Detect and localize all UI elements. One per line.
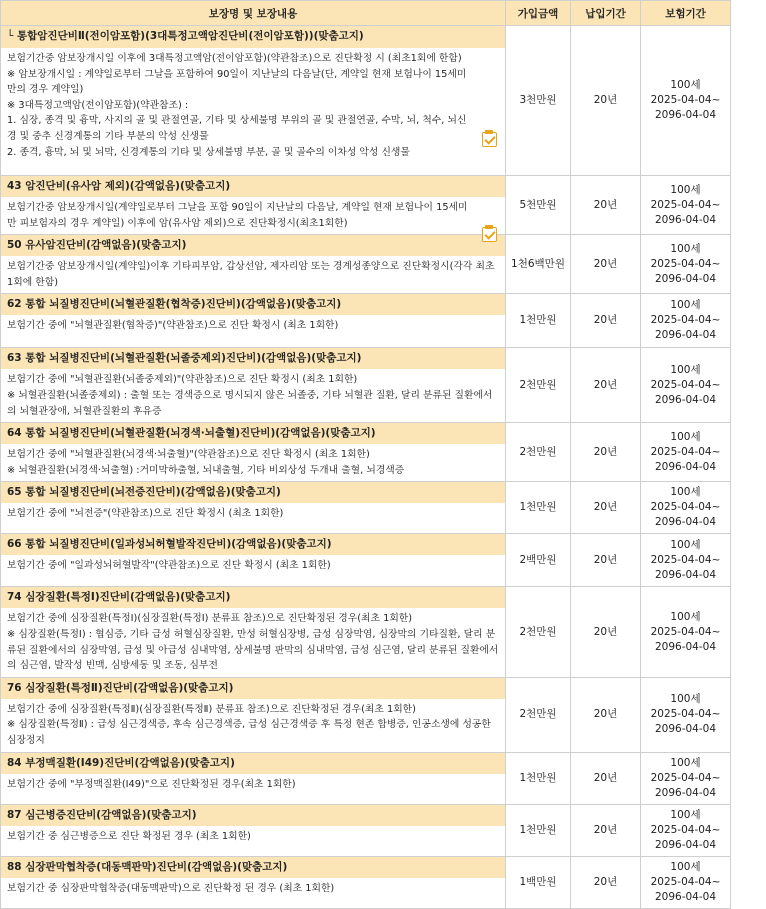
period-dates: 2025-04-04~ xyxy=(650,625,721,638)
coverage-description xyxy=(1,369,505,422)
period-dates: 2025-04-04~ xyxy=(650,771,721,784)
description-line: 보험기간 중에 "부정맥질환(I49)"으로 진단확정된 경우(최초 1회한) xyxy=(7,778,296,790)
amount-cell: 2백만원 xyxy=(506,534,571,587)
coverage-description xyxy=(1,256,505,293)
insurance-period-cell xyxy=(641,348,731,423)
period-dates: 2025-04-04~ xyxy=(650,823,721,836)
period-term: 100세 xyxy=(670,299,701,312)
description-line: 보험기간 중에 "뇌전증"(약관참조)으로 진단 확정시 (최초 1회한) xyxy=(7,508,284,520)
insurance-period-cell xyxy=(641,752,731,804)
amount-cell: 1천만원 xyxy=(506,482,571,534)
period-dates: 2025-04-04~ xyxy=(650,445,721,458)
table-row xyxy=(1,348,731,423)
period-end: 2096-04-04 xyxy=(654,568,717,581)
insurance-period-cell xyxy=(641,677,731,752)
coverage-description xyxy=(1,444,505,481)
description-line: ※ 심장질환(특정Ⅰ) : 협심증, 기타 급성 허혈심장질환, 만성 허혈심장병, 급성 심장막염, 심장막의 기타질환, 달리 분류된 질환에서의 심장막염, 급성 및 아급성 심내막염, 상세불명 판막의 심내막염, 급성 심근염, 달리 분류된 질환에서의 심근염, 발작성 빈맥, 심방세동 및 조동, 심부전 xyxy=(7,628,499,672)
coverage-description xyxy=(1,774,505,796)
pay-period-cell: 20년 xyxy=(571,587,641,677)
table-row xyxy=(1,235,731,294)
header-row xyxy=(1,1,731,26)
amount-cell: 3천만원 xyxy=(506,26,571,176)
description-line: 보험기간 중에 심장질환(특정Ⅰ)(심장질환(특정Ⅰ) 분류표 참조)으로 진단확정된 경우(최초 1회한) xyxy=(7,613,413,625)
period-dates: 2025-04-04~ xyxy=(650,378,721,391)
coverage-title: 50 유사암진단비(감액없음)(맞춤고지) xyxy=(1,235,505,256)
pay-period-cell: 20년 xyxy=(571,534,641,587)
amount-cell: 1백만원 xyxy=(506,856,571,908)
insurance-period-cell xyxy=(641,26,731,176)
coverage-rows xyxy=(1,26,731,909)
coverage-title: 64 통합 뇌질병진단비(뇌혈관질환(뇌경색·뇌출혈)진단비)(감액없음)(맞춤고지) xyxy=(1,423,505,444)
pay-period-cell: 20년 xyxy=(571,235,641,294)
coverage-title: 43 암진단비(유사암 제외)(감액없음)(맞춤고지) xyxy=(1,176,505,197)
table-row xyxy=(1,856,731,908)
period-term: 100세 xyxy=(670,538,701,551)
description-line: 보험기간 중에 "뇌혈관질환(뇌경색·뇌출혈)"(약관참조)으로 진단 확정시 (최초 1회한) xyxy=(7,449,370,461)
table-row xyxy=(1,677,731,752)
coverage-title: └ 통합암진단비Ⅱ(전이암포함)(3대특정고액암진단비(전이암포함))(맞춤고지) xyxy=(1,26,505,48)
coverage-title: 88 심장판막협착증(대동맥판막)진단비(감액없음)(맞춤고지) xyxy=(1,857,505,878)
description-line: 1. 심장, 종격 및 흉막, 사지의 골 및 관절연골, 기타 및 상세불명 부위의 골 및 관절연골, 수막, 뇌, 척수, 뇌신경 및 중추 신경계통의 기타 부분의 악성 신생물 xyxy=(7,115,467,142)
description-line: ※ 3대특정고액암(전이암포함)(약관참조) : xyxy=(7,99,189,111)
coverage-description xyxy=(1,878,505,900)
period-term: 100세 xyxy=(670,242,701,255)
period-term: 100세 xyxy=(670,610,701,623)
pay-period-cell: 20년 xyxy=(571,423,641,482)
coverage-title: 76 심장질환(특정Ⅱ)진단비(감액없음)(맞춤고지) xyxy=(1,678,505,699)
coverage-description xyxy=(1,48,505,163)
table-row xyxy=(1,26,731,176)
header-amount: 가입금액 xyxy=(506,1,571,26)
period-dates: 2025-04-04~ xyxy=(650,501,721,514)
period-dates: 2025-04-04~ xyxy=(650,314,721,327)
amount-cell: 5천만원 xyxy=(506,176,571,235)
coverage-cell xyxy=(1,587,506,677)
pay-period-cell: 20년 xyxy=(571,348,641,423)
insurance-period-cell xyxy=(641,856,731,908)
pay-period-cell: 20년 xyxy=(571,26,641,176)
description-line: 보험기간 중에 심장질환(특정Ⅱ)(심장질환(특정Ⅱ) 분류표 참조)으로 진단확정된 경우(최초 1회한) xyxy=(7,703,416,715)
clipboard-check-icon[interactable] xyxy=(481,130,499,148)
description-line: 보험기간중 암보장개시일 이후에 3대특정고액암(전이암포함)(약관참조)으로 진단확정 시 (최초1회에 한함) xyxy=(7,53,462,64)
description-line: 보험기간 중 심장판막협착증(대동맥판막)으로 진단확정 된 경우 (최초 1회한) xyxy=(7,882,335,894)
coverage-cell xyxy=(1,235,506,294)
insurance-period-cell xyxy=(641,235,731,294)
coverage-description xyxy=(1,503,505,525)
coverage-cell xyxy=(1,677,506,752)
coverage-cell xyxy=(1,423,506,482)
description-line: 보험기간중 암보장개시일(계약일)이후 기타피부암, 갑상선암, 제자리암 또는 경계성종양으로 진단확정시(각각 최초1회에 한함) xyxy=(7,261,495,288)
period-end: 2096-04-04 xyxy=(654,838,717,851)
amount-cell: 2천만원 xyxy=(506,423,571,482)
amount-cell: 1천만원 xyxy=(506,804,571,856)
clipboard-check-icon[interactable] xyxy=(481,225,499,243)
pay-period-cell: 20년 xyxy=(571,677,641,752)
header-coverage: 보장명 및 보장내용 xyxy=(1,1,506,26)
amount-cell: 2천만원 xyxy=(506,348,571,423)
description-line: 보험기간중 암보장개시일(계약일로부터 그날을 포함 90일이 지난날의 다음날, 계약일 현재 보험나이 15세미만 피보험자의 경우 계약일) 이후에 암(유사암 제외)으로 진단확정시(최초1회한) xyxy=(7,202,468,229)
pay-period-cell: 20년 xyxy=(571,294,641,348)
amount-cell: 1천만원 xyxy=(506,752,571,804)
coverage-title: 63 통합 뇌질병진단비(뇌혈관질환(뇌졸중제외)진단비)(감액없음)(맞춤고지) xyxy=(1,348,505,369)
table-row xyxy=(1,482,731,534)
period-end: 2096-04-04 xyxy=(654,516,717,529)
period-term: 100세 xyxy=(670,860,701,873)
coverage-cell xyxy=(1,752,506,804)
table-row xyxy=(1,294,731,348)
period-term: 100세 xyxy=(670,808,701,821)
coverage-title: 84 부정맥질환(Ⅰ49)진단비(감액없음)(맞춤고지) xyxy=(1,753,505,774)
period-end: 2096-04-04 xyxy=(654,640,717,653)
period-dates: 2025-04-04~ xyxy=(650,708,721,721)
period-term: 100세 xyxy=(670,486,701,499)
coverage-cell xyxy=(1,348,506,423)
amount-cell: 1천6백만원 xyxy=(506,235,571,294)
coverage-title: 66 통합 뇌질병진단비(일과성뇌허혈발작진단비)(감액없음)(맞춤고지) xyxy=(1,534,505,555)
period-term: 100세 xyxy=(670,430,701,443)
coverage-cell xyxy=(1,856,506,908)
insurance-period-cell xyxy=(641,482,731,534)
period-end: 2096-04-04 xyxy=(654,329,717,342)
coverage-description xyxy=(1,197,505,234)
description-line: 2. 종격, 흉막, 뇌 및 뇌막, 신경계통의 기타 및 상세불명 부분, 골 및 골수의 이차성 악성 신생물 xyxy=(7,146,410,158)
coverage-cell xyxy=(1,534,506,587)
description-line: 보험기간 중에 "뇌혈관질환(뇌졸중제외)"(약관참조)으로 진단 확정시 (최초 1회한) xyxy=(7,374,358,386)
description-line: 보험기간 중에 "일과성뇌허혈발작"(약관참조)으로 진단 확정시 (최초 1회한) xyxy=(7,560,331,572)
coverage-cell xyxy=(1,176,506,235)
table-row xyxy=(1,423,731,482)
description-line: ※ 뇌혈관질환(뇌경색·뇌출혈) :거미막하출혈, 뇌내출혈, 기타 비외상성 두개내 출혈, 뇌경색증 xyxy=(7,464,405,476)
table-row xyxy=(1,804,731,856)
period-end: 2096-04-04 xyxy=(654,460,717,473)
coverage-description xyxy=(1,608,505,676)
amount-cell: 1천만원 xyxy=(506,294,571,348)
coverage-description xyxy=(1,826,505,848)
insurance-period-cell xyxy=(641,804,731,856)
period-end: 2096-04-04 xyxy=(654,109,717,121)
pay-period-cell: 20년 xyxy=(571,482,641,534)
description-line: ※ 뇌혈관질환(뇌졸중제외) : 출혈 또는 경색증으로 명시되지 않은 뇌졸중, 기타 뇌혈관 질환, 달리 분류된 질환에서의 뇌혈관장애, 뇌혈관질환의 후유증 xyxy=(7,389,493,417)
header-pay-period: 납입기간 xyxy=(571,1,641,26)
insurance-period-cell xyxy=(641,294,731,348)
insurance-period-cell xyxy=(641,587,731,677)
pay-period-cell: 20년 xyxy=(571,804,641,856)
coverage-title: 65 통합 뇌질병진단비(뇌전증진단비)(감액없음)(맞춤고지) xyxy=(1,482,505,503)
period-end: 2096-04-04 xyxy=(654,890,717,903)
insurance-period-cell xyxy=(641,423,731,482)
table-row xyxy=(1,176,731,235)
coverage-title: 74 심장질환(특정Ⅰ)진단비(감액없음)(맞춤고지) xyxy=(1,587,505,608)
table-row xyxy=(1,534,731,587)
period-term: 100세 xyxy=(670,363,701,376)
period-dates: 2025-04-04~ xyxy=(650,875,721,888)
coverage-cell xyxy=(1,482,506,534)
period-end: 2096-04-04 xyxy=(654,213,717,226)
pay-period-cell: 20년 xyxy=(571,752,641,804)
coverage-title: 62 통합 뇌질병진단비(뇌혈관질환(협착증)진단비)(감액없음)(맞춤고지) xyxy=(1,294,505,315)
insurance-period-cell xyxy=(641,176,731,235)
coverage-title: 87 심근병증진단비(감액없음)(맞춤고지) xyxy=(1,805,505,826)
coverage-description xyxy=(1,555,505,577)
period-term: 100세 xyxy=(670,693,701,706)
period-dates: 2025-04-04~ xyxy=(650,553,721,566)
period-end: 2096-04-04 xyxy=(654,723,717,736)
period-end: 2096-04-04 xyxy=(654,272,717,285)
period-dates: 2025-04-04~ xyxy=(650,94,721,106)
amount-cell: 2천만원 xyxy=(506,677,571,752)
pay-period-cell: 20년 xyxy=(571,176,641,235)
period-end: 2096-04-04 xyxy=(654,393,717,406)
period-dates: 2025-04-04~ xyxy=(650,257,721,270)
table-row xyxy=(1,587,731,677)
description-line: ※ 심장질환(특정Ⅱ) : 급성 심근경색증, 후속 심근경색증, 급성 심근경색증 후 특정 현존 합병증, 인공소생에 성공한 심장정지 xyxy=(7,719,491,746)
period-term: 100세 xyxy=(670,756,701,769)
table-row xyxy=(1,752,731,804)
coverage-description xyxy=(1,699,505,752)
coverage-cell xyxy=(1,294,506,348)
description-line: 보험기간 중에 "뇌혈관질환(협착증)"(약관참조)으로 진단 확정시 (최초 1회한) xyxy=(7,320,339,332)
period-term: 100세 xyxy=(670,79,701,91)
description-line: 보험기간 중 심근병증으로 진단 확정된 경우 (최초 1회한) xyxy=(7,830,251,842)
period-end: 2096-04-04 xyxy=(654,786,717,799)
period-dates: 2025-04-04~ xyxy=(650,198,721,211)
period-term: 100세 xyxy=(670,183,701,196)
header-insurance-period: 보험기간 xyxy=(641,1,731,26)
coverage-description xyxy=(1,315,505,337)
coverage-cell xyxy=(1,26,506,176)
insurance-period-cell xyxy=(641,534,731,587)
description-line: ※ 암보장개시일 : 계약일로부터 그날을 포함하여 90일이 지난날의 다음날(단, 계약일 현재 보험나이 15세미만의 경우 계약일) xyxy=(7,68,467,96)
coverage-cell xyxy=(1,804,506,856)
pay-period-cell: 20년 xyxy=(571,856,641,908)
amount-cell: 2천만원 xyxy=(506,587,571,677)
